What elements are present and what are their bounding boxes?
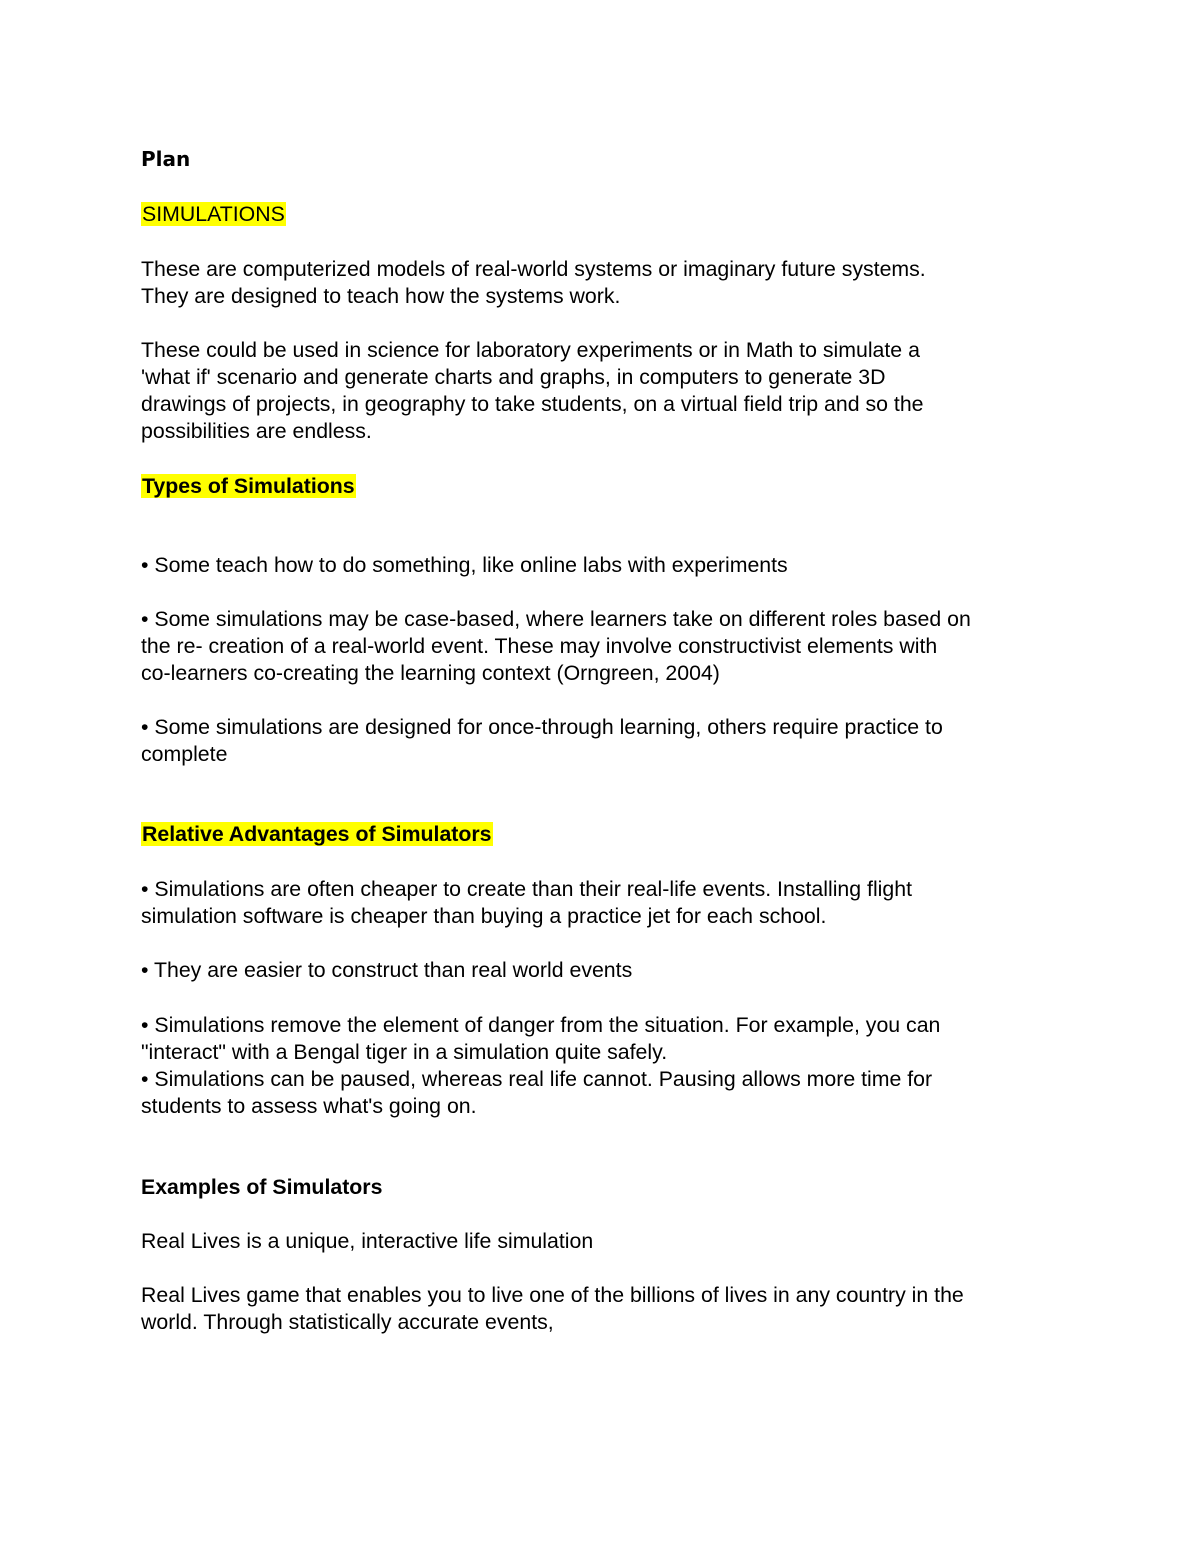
section-heading-advantages (141, 821, 1081, 848)
bullet-line: simulation software is cheaper than buying a practice jet for each school. (141, 904, 827, 928)
simulations-paragraph-1 (141, 256, 1081, 310)
text-line: They are designed to teach how the systems work. (141, 284, 621, 308)
examples-paragraph-2 (141, 1282, 1081, 1336)
text-line: world. Through statistically accurate events, (141, 1310, 554, 1334)
types-bullet-1 (141, 552, 1081, 579)
text-line: 'what if' scenario and generate charts and graphs, in computers to generate 3D (141, 365, 886, 389)
text-line: possibilities are endless. (141, 419, 372, 443)
document-title (141, 146, 1081, 173)
bullet-line: • Some teach how to do something, like online labs with experiments (141, 553, 788, 577)
bullet-line: students to assess what's going on. (141, 1094, 477, 1118)
bullet-line: co-learners co-creating the learning context (Orngreen, 2004) (141, 661, 720, 685)
bullet-line: • Simulations remove the element of danger from the situation. For example, you can (141, 1013, 941, 1037)
simulations-paragraph-2 (141, 337, 1081, 445)
advantages-bullet-3 (141, 1012, 1081, 1120)
bullet-line: • Simulations are often cheaper to create than their real-life events. Installing flight (141, 877, 913, 901)
advantages-bullet-1 (141, 876, 1081, 930)
section-heading-examples (141, 1174, 1081, 1201)
highlighted-heading-types: Types of Simulations (142, 474, 355, 498)
section-heading-simulations (141, 201, 1081, 228)
highlighted-heading-advantages: Relative Advantages of Simulators (142, 822, 492, 846)
text-line: These are computerized models of real-world systems or imaginary future systems. (141, 257, 926, 281)
bullet-line: • Simulations can be paused, whereas real life cannot. Pausing allows more time for (141, 1067, 933, 1091)
advantages-bullet-2 (141, 957, 1081, 984)
section-heading-types (141, 473, 1081, 500)
examples-paragraph-1 (141, 1228, 1081, 1255)
bullet-line: complete (141, 742, 228, 766)
bullet-line: the re- creation of a real-world event. These may involve constructivist elements with (141, 634, 938, 658)
text-line: These could be used in science for laboratory experiments or in Math to simulate a (141, 338, 920, 362)
bullet-line: • They are easier to construct than real world events (141, 958, 633, 982)
bullet-line: • Some simulations are designed for once-through learning, others require practice to (141, 715, 943, 739)
heading-examples-text: Examples of Simulators (141, 1175, 383, 1199)
document-title-text: Plan (141, 147, 191, 171)
highlighted-heading-simulations: SIMULATIONS (142, 202, 285, 226)
bullet-line: • Some simulations may be case-based, where learners take on different roles based on (141, 607, 971, 631)
bullet-line: "interact" with a Bengal tiger in a simulation quite safely. (141, 1040, 668, 1064)
types-bullet-2 (141, 606, 1081, 687)
text-line: Real Lives is a unique, interactive life simulation (141, 1229, 594, 1253)
types-bullet-3 (141, 714, 1081, 768)
text-line: Real Lives game that enables you to live one of the billions of lives in any country in the (141, 1283, 964, 1307)
text-line: drawings of projects, in geography to take students, on a virtual field trip and so the (141, 392, 924, 416)
